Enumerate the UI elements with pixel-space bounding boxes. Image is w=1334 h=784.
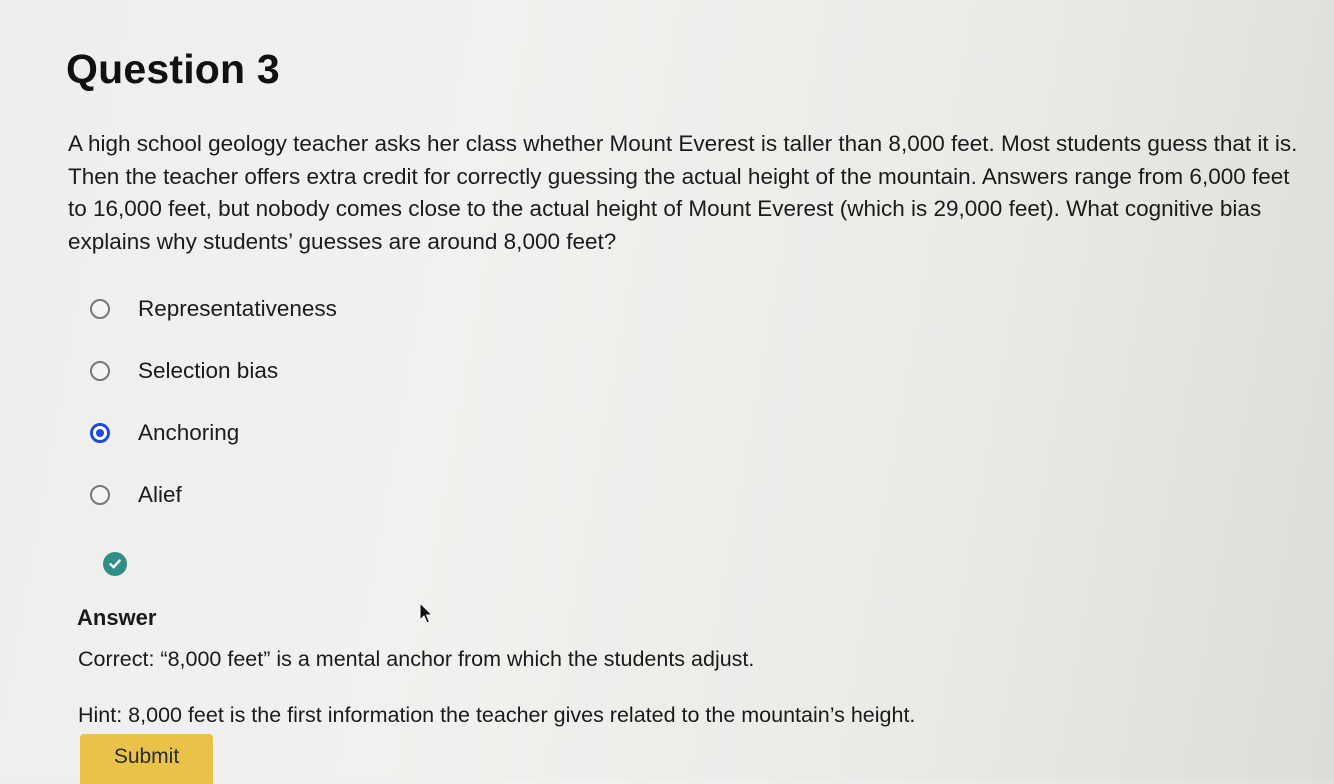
option-anchoring[interactable] [90, 416, 239, 450]
option-alief[interactable] [90, 478, 182, 512]
option-label: Anchoring [138, 420, 240, 445]
answer-heading: Answer [77, 605, 157, 630]
option-representativeness[interactable] [90, 292, 337, 326]
option-label: Alief [138, 482, 182, 507]
option-selection-bias[interactable] [90, 354, 278, 388]
radio-unselected-icon[interactable] [90, 485, 110, 505]
submit-button[interactable]: Submit [80, 734, 213, 784]
question-prompt: A high school geology teacher asks her class whether Mount Everest is taller than 8,000 feet. Most students guess that it is. Then the teacher offers extra credit for correctly guessing the actual height of the mountain. Answers range from 6,000 feet to 16,000 feet, but nobody comes close to the actual height of Mount Everest (which is 29,000 feet). What cognitive bias explains why students’ guesses are around 8,000 feet? [68, 131, 1298, 254]
option-label: Selection bias [138, 358, 279, 383]
question-title: Question 3 [66, 46, 280, 92]
check-circle-icon [103, 552, 127, 576]
radio-selected-icon[interactable] [90, 423, 110, 443]
hint-text: Hint: 8,000 feet is the first information the teacher gives related to the mountain’s height. [78, 703, 916, 727]
radio-unselected-icon[interactable] [90, 299, 110, 319]
answer-feedback: Correct: “8,000 feet” is a mental anchor from which the students adjust. [78, 647, 755, 671]
mouse-pointer-icon [419, 602, 435, 628]
option-label: Representativeness [138, 296, 337, 321]
radio-unselected-icon[interactable] [90, 361, 110, 381]
